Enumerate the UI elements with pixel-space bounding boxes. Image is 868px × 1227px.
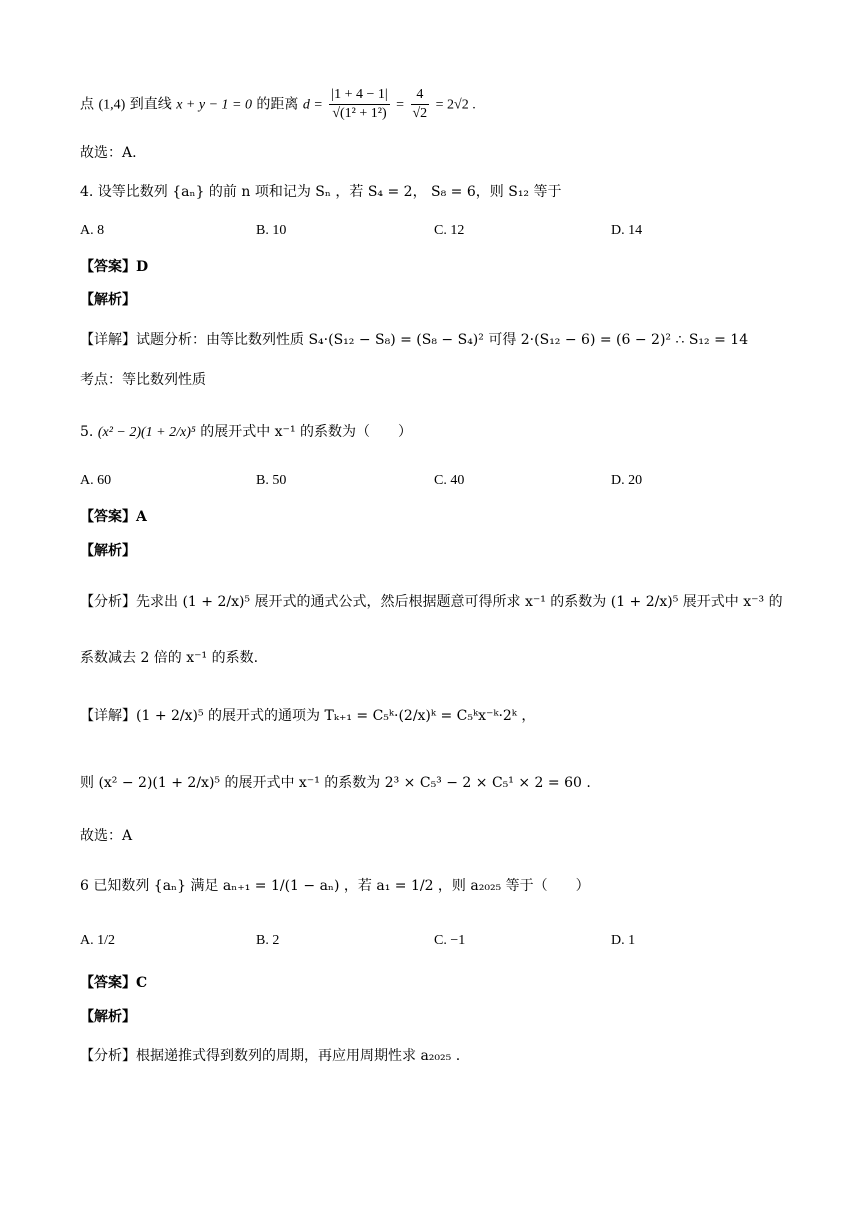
question-4-stem: 4. 设等比数列 {aₙ} 的前 n 项和记为 Sₙ ，若 S₄ = 2， S₈ = 6，则 S₁₂ 等于	[80, 184, 562, 200]
distance-result: = 2√2 .	[435, 97, 476, 113]
q6-analysis: 【分析】根据递推式得到数列的周期，再应用周期性求 a₂₀₂₅ .	[80, 1048, 461, 1064]
q4-option-c: C. 12	[434, 223, 465, 238]
q5-detail-2: 则 (x² − 2)(1 + 2/x)⁵ 的展开式中 x⁻¹ 的系数为 2³ × C₅³ − 2 × C₅¹ × 2 = 60 .	[80, 775, 591, 791]
text-mid2: 的距离	[256, 96, 299, 113]
q6-option-b: B. 2	[256, 933, 280, 948]
fraction-numerator: |1 + 4 − 1|	[329, 86, 389, 105]
text-prefix: 点	[80, 96, 94, 113]
q5-stem-text: 的展开式中 x⁻¹ 的系数为（ ）	[200, 424, 413, 440]
q6-answer: 【答案】C	[80, 975, 148, 991]
point-coord: (1,4)	[98, 97, 126, 113]
q5-analysis-1: 【分析】先求出 (1 + 2/x)⁵ 展开式的通式公式，然后根据题意可得所求 x⁻¹ 的系数为 (1 + 2/x)⁵ 展开式中 x⁻³ 的	[80, 594, 783, 610]
q4-answer: 【答案】D	[80, 259, 149, 275]
q5-answer: 【答案】A	[80, 509, 147, 525]
q5-analysis-heading: 【解析】	[80, 543, 136, 559]
line-equation: x + y − 1 = 0	[176, 97, 252, 113]
q6-option-c: C. −1	[434, 933, 466, 948]
q6-option-d: D. 1	[611, 933, 636, 948]
q5-option-a: A. 60	[80, 473, 112, 488]
q5-option-c: C. 40	[434, 473, 465, 488]
q5-select: 故选：A	[80, 828, 133, 844]
fraction-numerator: 4	[411, 86, 430, 105]
equals-sign: =	[396, 97, 405, 113]
question-6-stem: 6 已知数列 {aₙ} 满足 aₙ₊₁ = 1/(1 − aₙ) ，若 a₁ = 1/2 ，则 a₂₀₂₅ 等于（ ）	[80, 878, 590, 894]
q5-detail-1: 【详解】(1 + 2/x)⁵ 的展开式的通项为 Tₖ₊₁ = C₅ᵏ·(2/x)ᵏ = C₅ᵏx⁻ᵏ·2ᵏ ，	[80, 708, 536, 724]
q4-detail: 【详解】试题分析：由等比数列性质 S₄·(S₁₂ − S₈) = (S₈ − S₄)² 可得 2·(S₁₂ − 6) = (6 − 2)² ∴ S₁₂ = 14	[80, 332, 749, 348]
q4-analysis-heading: 【解析】	[80, 292, 136, 308]
text-mid: 到直线	[129, 96, 172, 113]
q5-option-b: B. 50	[256, 473, 287, 488]
q4-kaodian: 考点：等比数列性质	[80, 372, 206, 388]
question-5-stem	[80, 422, 412, 443]
q5-analysis-2: 系数减去 2 倍的 x⁻¹ 的系数.	[80, 650, 259, 666]
select-answer-line: 故选：A.	[80, 145, 137, 161]
distance-fraction	[329, 86, 389, 123]
q6-option-a: A. 1/2	[80, 933, 115, 948]
q4-option-d: D. 14	[611, 223, 643, 238]
q5-number: 5.	[80, 424, 94, 440]
q4-option-b: B. 10	[256, 223, 287, 238]
fraction-denominator: √(1² + 1²)	[332, 106, 387, 121]
distance-line	[80, 86, 476, 123]
q6-analysis-heading: 【解析】	[80, 1009, 136, 1025]
distance-var: d =	[302, 97, 323, 113]
q4-option-a: A. 8	[80, 223, 105, 238]
q5-expression: (x² − 2)(1 + 2/x)⁵	[97, 425, 196, 440]
q5-option-d: D. 20	[611, 473, 643, 488]
simplified-fraction	[411, 86, 430, 123]
fraction-denominator: √2	[412, 106, 428, 121]
